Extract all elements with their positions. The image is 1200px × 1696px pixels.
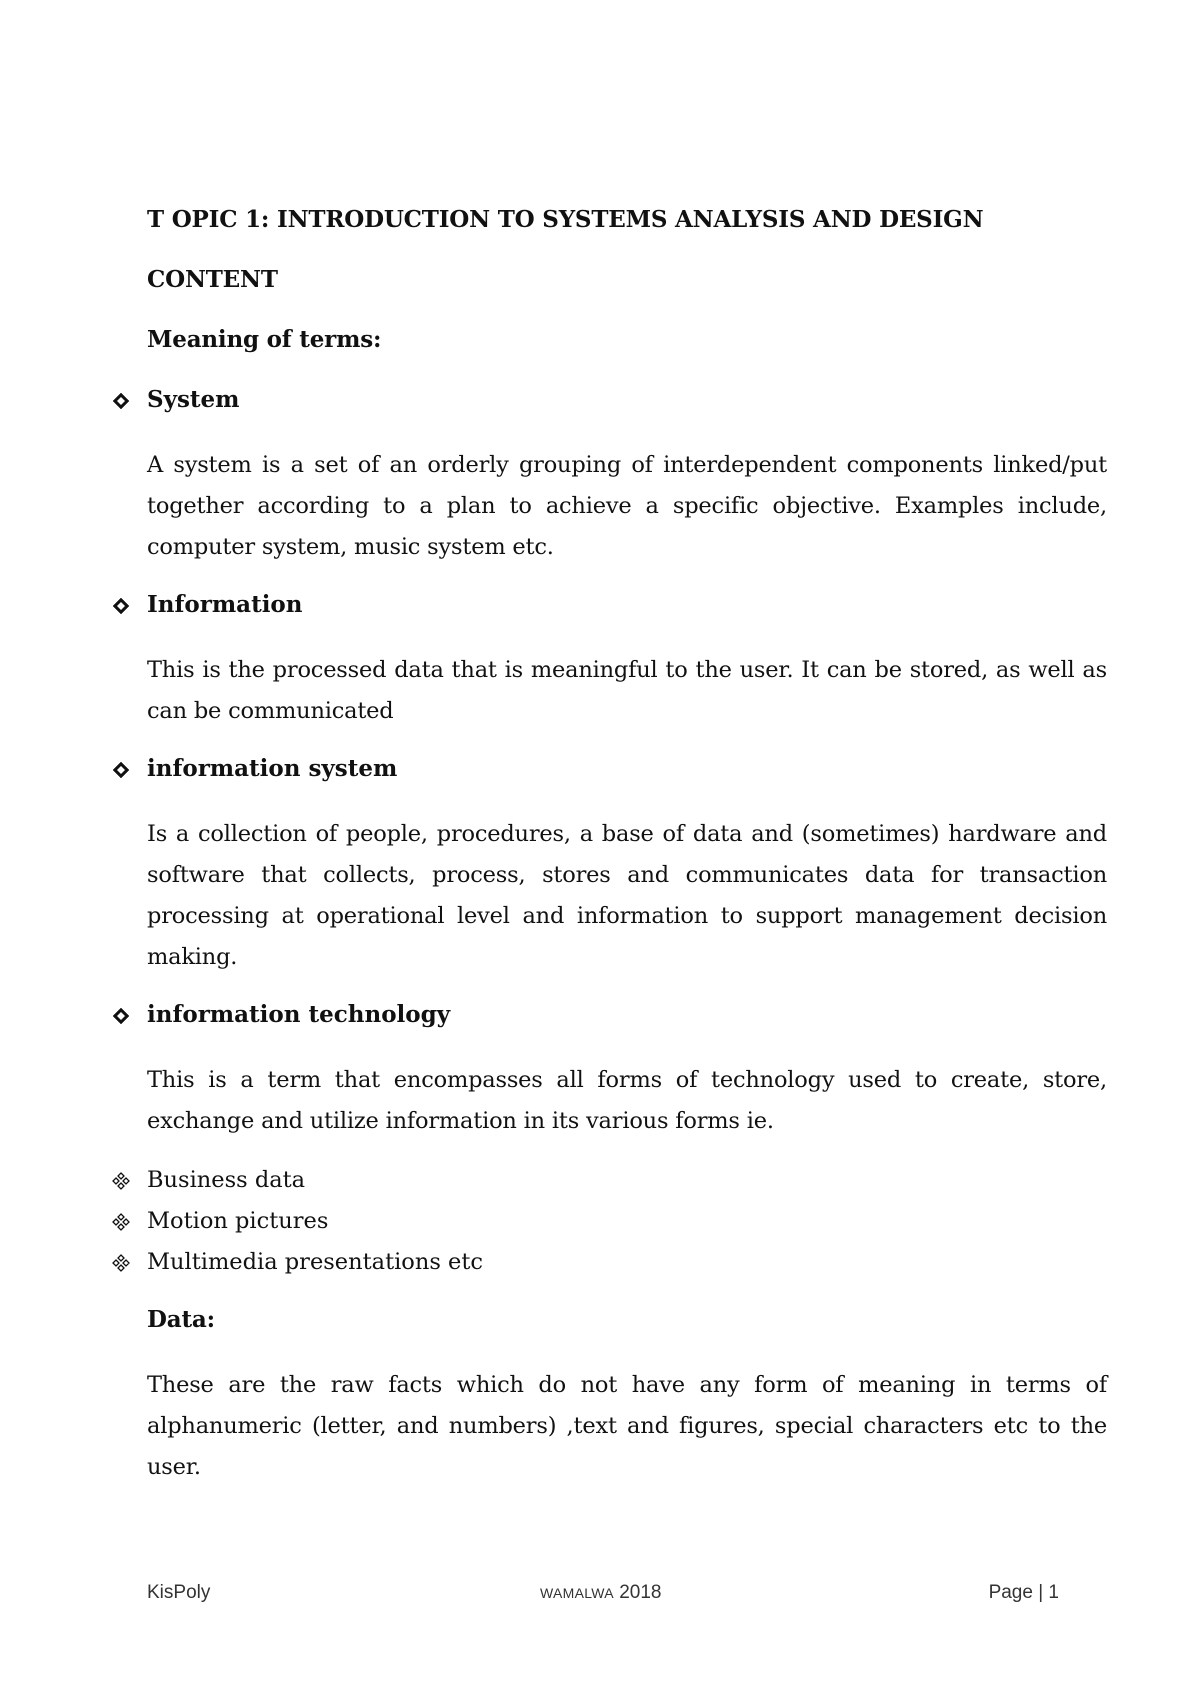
four-diamond-bullet-icon (112, 1172, 130, 1190)
diamond-bullet-icon (112, 392, 130, 410)
diamond-bullet-icon (112, 1007, 130, 1025)
term-definition: A system is a set of an orderly grouping of interdependent components linked/put together according to a plan to achieve a specific objective. Examples include, computer system, music system etc. (147, 452, 1107, 560)
term-definition: Is a collection of people, procedures, a base of data and (sometimes) hardware and software that collects, process, stores and communicates data for transaction processing at operational level and information to support management decision making. (147, 821, 1107, 970)
it-forms-list (147, 1160, 1107, 1283)
term-label: information system (147, 755, 398, 782)
list-item (147, 1242, 1107, 1283)
four-diamond-bullet-icon (112, 1213, 130, 1231)
data-definition: These are the raw facts which do not have any form of meaning in terms of alphanumeric (letter, and numbers) ,text and figures, special characters etc to the user. (147, 1372, 1107, 1480)
term-heading (147, 754, 1107, 784)
list-item-text: Multimedia presentations etc (147, 1249, 483, 1275)
footer-year: 2018 (619, 1582, 662, 1603)
list-item (147, 1201, 1107, 1242)
page-content (147, 205, 1107, 1510)
diamond-bullet-icon (112, 597, 130, 615)
footer-author-name: WAMALWA (540, 1585, 614, 1601)
topic-title: T OPIC 1: INTRODUCTION TO SYSTEMS ANALYSIS AND DESIGN (147, 206, 984, 233)
meaning-of-terms-label: Meaning of terms: (147, 326, 382, 353)
footer-author (540, 1582, 661, 1604)
list-item-text: Business data (147, 1167, 306, 1193)
term-heading (147, 385, 1107, 415)
data-label: Data: (147, 1306, 215, 1333)
term-label: information technology (147, 1001, 451, 1028)
footer-page-number: Page | 1 (988, 1582, 1059, 1603)
diamond-bullet-icon (112, 761, 130, 779)
term-definition: This is a term that encompasses all forms of technology used to create, store, exchange and utilize information in its various forms ie. (147, 1067, 1107, 1134)
term-heading (147, 1000, 1107, 1030)
term-definition: This is the processed data that is meaningful to the user. It can be stored, as well as can be communicated (147, 657, 1107, 724)
term-label: System (147, 386, 240, 413)
list-item-text: Motion pictures (147, 1208, 329, 1234)
four-diamond-bullet-icon (112, 1254, 130, 1272)
list-item (147, 1160, 1107, 1201)
content-label: CONTENT (147, 266, 278, 293)
term-label: Information (147, 591, 303, 618)
page-footer (147, 1582, 1059, 1612)
term-heading (147, 590, 1107, 620)
footer-institution: KisPoly (147, 1582, 211, 1603)
